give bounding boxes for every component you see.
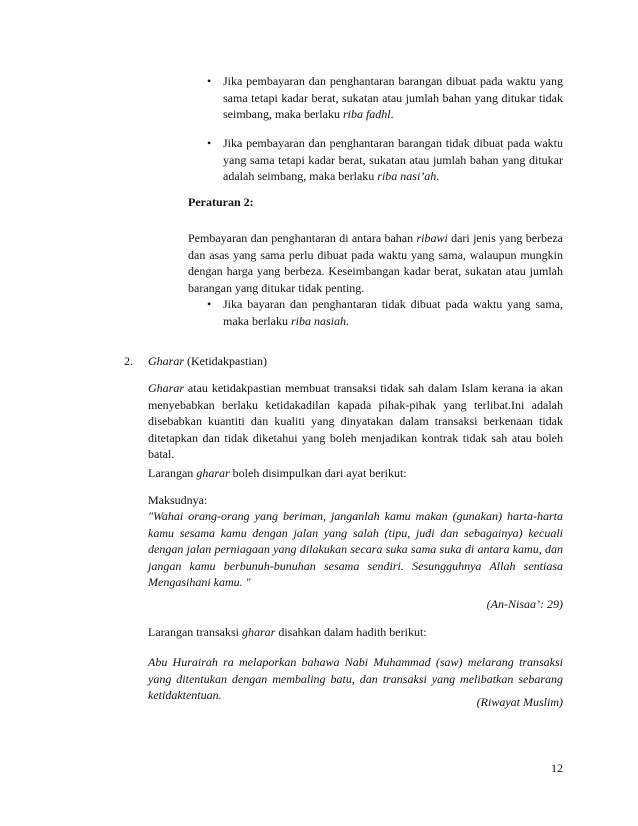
para-term: gharar — [241, 625, 276, 639]
gharar-paragraph — [148, 380, 563, 463]
bullet-text: Jika pembayaran dan penghantaran barangan tidak dibuat pada waktu yang sama tetapi kadar berat, sukatan atau jumlah bahan yang ditukar adalah seimbang, maka berlaku — [223, 136, 563, 184]
bullet-dot: • — [207, 74, 212, 88]
hadith-text: Abu Hurairah ra melaporkan bahawa Nabi Muhammad (saw) melarang transaksi yang ditentukan dengan membaling batu, dan transaksi yang melibatkan sebarang ketidaktentuan. — [148, 655, 563, 703]
bullet-term: riba fadhl — [342, 107, 391, 122]
bullet-dot: • — [207, 297, 212, 311]
rule1-bullet-2 — [223, 135, 563, 185]
para-term: gharar — [196, 466, 230, 480]
section-title-term: Gharar — [148, 354, 185, 368]
bullet-punct: . — [436, 169, 440, 184]
bullet-term: riba nasi’ah — [377, 169, 437, 184]
hadith-source: (Riwayat Muslim) — [476, 695, 563, 709]
section-number: 2. — [124, 354, 133, 368]
rule1-bullet-1 — [223, 73, 563, 123]
quote-source: (An-Nisaa’: 29) — [486, 597, 563, 611]
rule2-heading: Peraturan 2: — [188, 195, 254, 209]
para-term: ribawi — [416, 231, 448, 245]
hadith-intro — [148, 624, 563, 641]
bullet-term: riba nasiah — [290, 313, 346, 328]
rule2-paragraph — [188, 230, 563, 296]
bullet-text: Jika pembayaran dan penghantaran barangan dibuat pada waktu yang sama tetapi kadar berat, sukatan atau jumlah bahan yang ditukar tidak seimbang, maka berlaku — [223, 74, 563, 122]
para-term: Gharar — [148, 381, 185, 395]
quran-quote: "Wahai orang-orang yang beriman, janganlah kamu makan (gunakan) harta-harta kamu sesama kamu dengan jalan yang salah (tipu, judi dan sebagainya) kecuali dengan jalan perniagaan yang dilakukan secara suka sama suka di antara kamu, dan jangan kamu berbunuh-bunuhan sesama sendiri. Sesungguhnya Allah sentiasa Mengasihani kamu. " — [148, 509, 563, 590]
para-text: dari jenis yang berbeza dan asas yang sama perlu dibuat pada waktu yang sama, walaupun mungkin dengan harga yang berbeza. Keseimbangan kadar berat, sukatan atau jumlah barangan yang ditukar tidak penting. — [188, 231, 563, 295]
bullet-punct: . — [345, 313, 349, 328]
page-number: 12 — [551, 761, 563, 775]
para-text: disahkan dalam hadith berikut: — [275, 625, 427, 639]
para-text: Larangan — [148, 466, 197, 480]
maksud-label: Maksudnya: — [148, 493, 208, 507]
rule2-bullet — [223, 296, 563, 329]
section-title — [148, 353, 448, 370]
para-text: boleh disimpulkan dari ayat berikut: — [229, 466, 407, 480]
larangan-intro — [148, 465, 563, 482]
para-text: Pembayaran dan penghantaran di antara bahan — [188, 231, 417, 245]
para-text: atau ketidakpastian membuat transaksi tidak sah dalam Islam kerana ia akan menyebabkan berlaku ketidakadilan kapada pihak-pihak yang terlibat.Ini adalah disebabkan kuantiti dan kualiti yang dinyatakan dalam transaksi berkenaan tidak ditetapkan dan tidak diketahui yang boleh menjadikan kontrak tidak sah atau boleh batal. — [148, 381, 563, 462]
para-text: Larangan transaksi — [148, 625, 242, 639]
bullet-dot: • — [207, 136, 212, 150]
bullet-text: Jika bayaran dan penghantaran tidak dibuat pada waktu yang sama, maka berlaku — [223, 297, 563, 328]
section-title-rest: (Ketidakpastian) — [184, 354, 267, 368]
bullet-punct: . — [390, 107, 394, 122]
